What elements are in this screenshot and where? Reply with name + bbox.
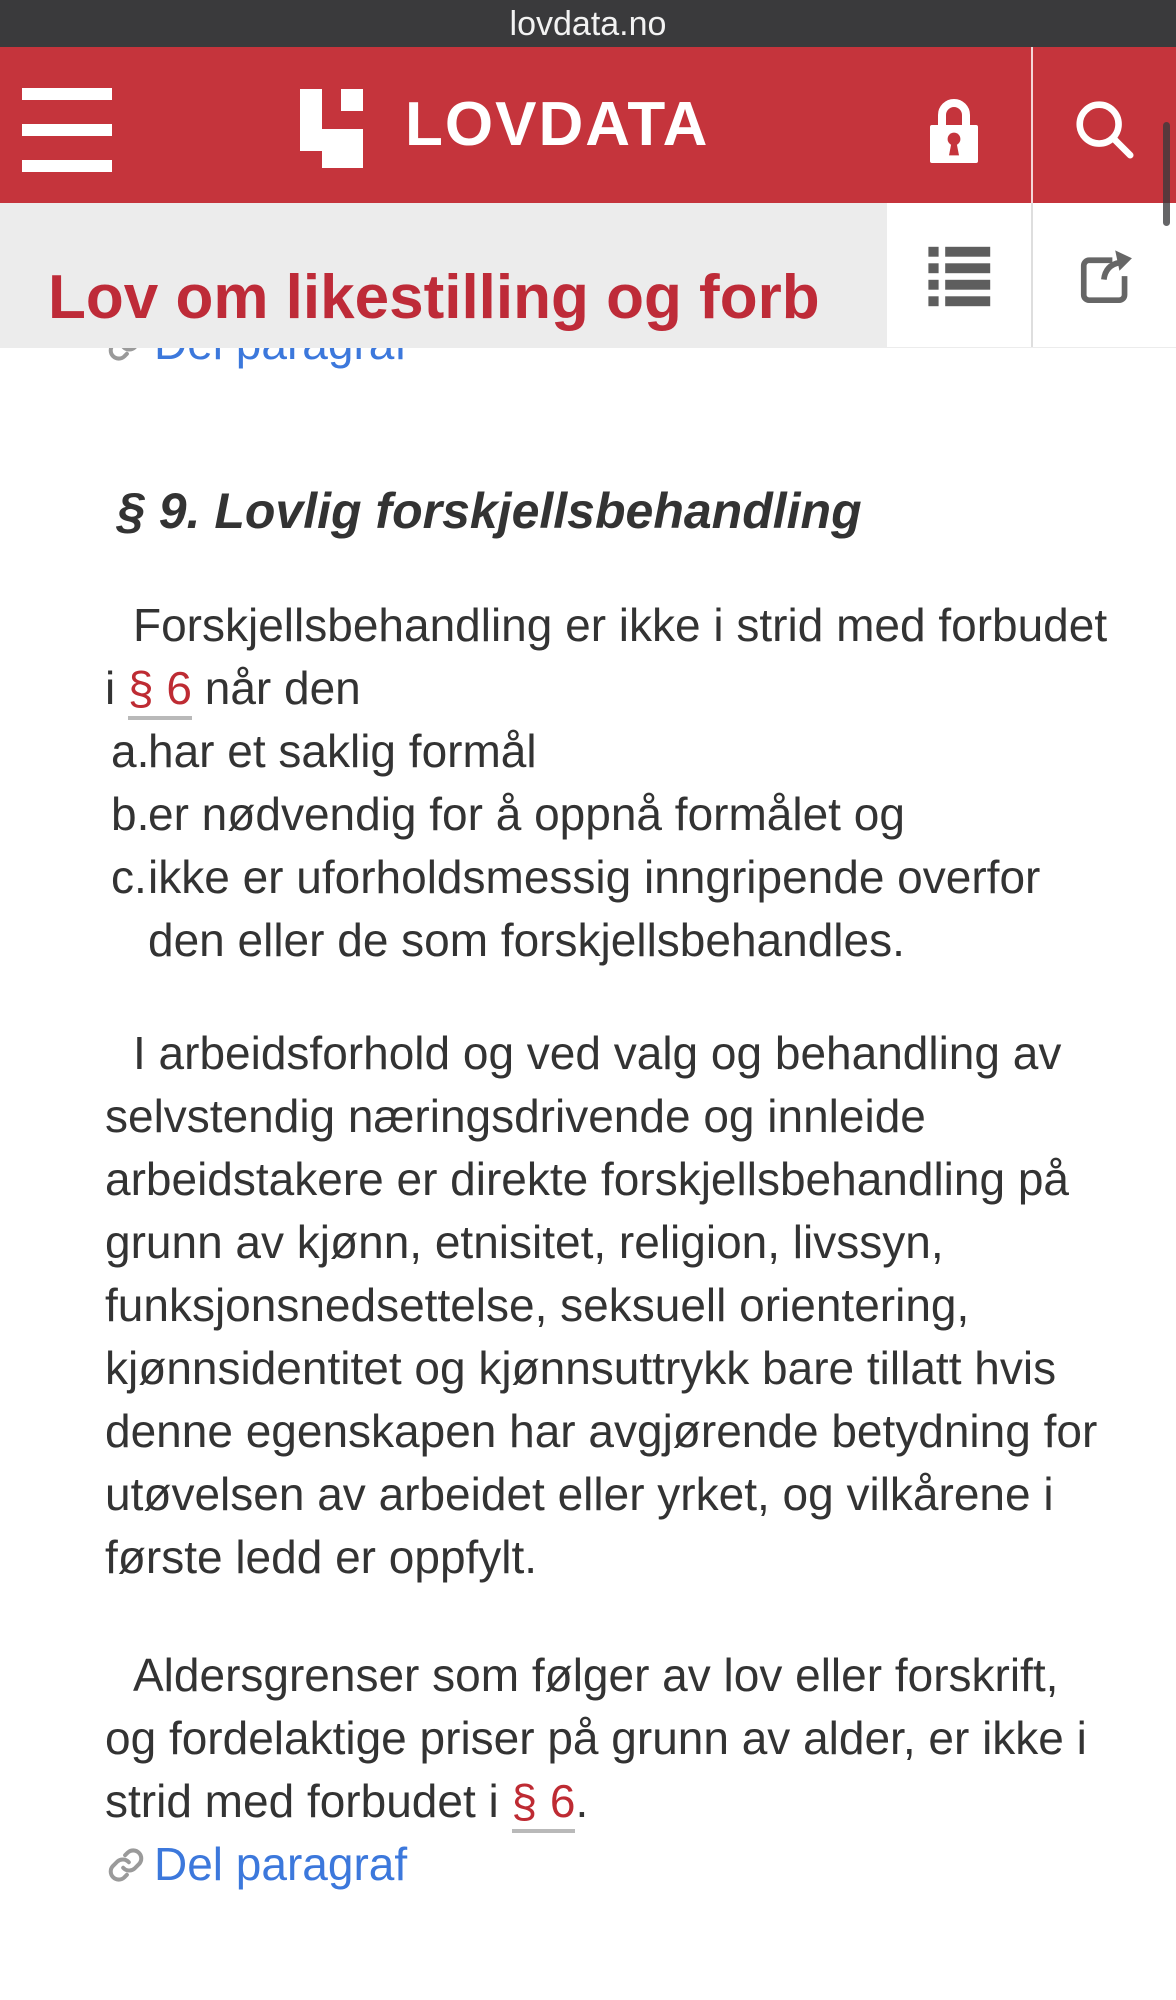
- paragraph-text: .: [575, 1775, 589, 1827]
- lock-icon: [923, 94, 985, 168]
- document-title-panel: [0, 203, 887, 347]
- share-icon: [1071, 241, 1139, 309]
- list-icon: [923, 239, 995, 311]
- paragraph-text: Forskjellsbehandling er ikke i strid med forbudet i: [105, 599, 1108, 714]
- header-divider: [1031, 47, 1033, 203]
- url-text[interactable]: lovdata.no: [509, 4, 667, 43]
- list-text: har et saklig formål: [148, 725, 537, 777]
- hamburger-menu-icon: [22, 88, 112, 100]
- paragraph-text: når den: [191, 662, 361, 714]
- share-paragraph-link-bottom[interactable]: [105, 1833, 1110, 1896]
- logo-wordmark: LOVDATA: [405, 90, 710, 159]
- paragraph-second-ledd: I arbeidsforhold og ved valg og behandling av selvstendig næringsdrivende og innleide arbeidstakere er direkte forskjellsbehandling på grunn av kjønn, etnisitet, religion, livssyn, funksjonsnedsettelse, seksuell orientering, kjønnsidentitet og kjønnsuttrykk bare tillatt hvis denne egenskapen har avgjørende betydning for utøvelsen av arbeidet eller yrket, og vilkårene i første ledd er oppfylt.: [105, 1027, 1098, 1583]
- search-button[interactable]: [1064, 89, 1144, 169]
- section-6-link-2[interactable]: § 6: [512, 1775, 576, 1833]
- section-title: Lovlig forskjellsbehandling: [214, 483, 862, 539]
- paragraph-third-ledd: [105, 1644, 1110, 1833]
- law-letter-list: [105, 720, 1110, 972]
- app-header: [0, 47, 1176, 203]
- chain-link-icon: [105, 1844, 147, 1886]
- section-6-link[interactable]: § 6: [128, 662, 192, 720]
- list-marker: c.: [111, 851, 147, 903]
- lock-button[interactable]: [918, 91, 990, 171]
- list-marker: a.: [111, 725, 150, 777]
- document-title: Lov om likestilling og forb: [48, 263, 820, 332]
- scrollbar-thumb[interactable]: [1163, 122, 1170, 226]
- lovdata-logo[interactable]: [300, 47, 709, 203]
- search-icon: [1071, 96, 1137, 162]
- document-header: [0, 203, 1176, 348]
- list-marker: b.: [111, 788, 150, 840]
- share-link-label: Del paragraf: [154, 1838, 408, 1890]
- lovdata-logo-mark-icon: [300, 89, 363, 168]
- list-text: ikke er uforholdsmessig inngripende overfor den eller de som forskjellsbehandles.: [148, 851, 1041, 966]
- paragraph-first-ledd: [105, 594, 1110, 720]
- paragraph-text: Aldersgrenser som følger av lov eller forskrift, og fordelaktige priser på grunn av alder, er ikke i strid med forbudet i: [105, 1649, 1087, 1827]
- list-item-a: [105, 720, 1110, 783]
- list-text: er nødvendig for å oppnå formålet og: [148, 788, 905, 840]
- list-item-b: [105, 783, 1110, 846]
- list-item-c: [105, 846, 1110, 972]
- browser-status-bar[interactable]: [0, 0, 1176, 47]
- section-number: § 9.: [117, 483, 201, 539]
- share-button[interactable]: [1033, 203, 1176, 347]
- table-of-contents-button[interactable]: [887, 203, 1031, 347]
- menu-button[interactable]: [22, 88, 112, 172]
- section-heading: [117, 480, 1110, 543]
